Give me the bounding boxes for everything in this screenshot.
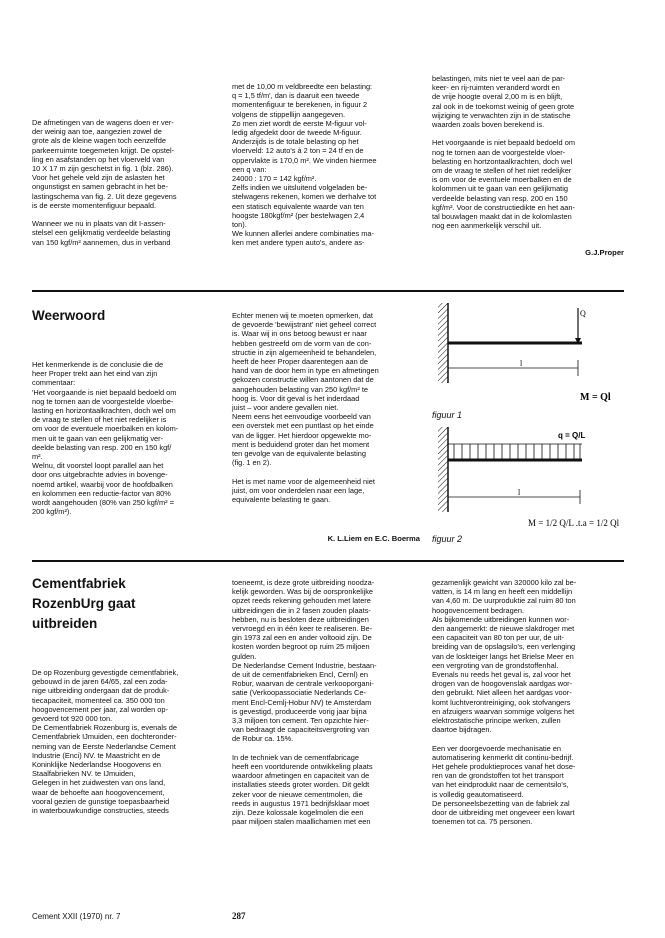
fig2-wall bbox=[438, 427, 448, 512]
section1-signature: G.J.Proper bbox=[585, 248, 624, 257]
figure2-diagram bbox=[430, 422, 630, 537]
figure2-caption: figuur 2 bbox=[432, 534, 463, 544]
divider-1 bbox=[32, 290, 624, 292]
section1-column2: met de 10,00 m veldbreedte een belasting: q = 1,5 tf/m', dan is daaruit een tweede momentenfiguur te berekenen, in figuur 2 volgens de stippellijn aangegeven. Zo men ziet wordt de eerste M-figuur vol- ledig afgedekt door de tweede M-figuur. Anderzijds is de totale belasting op het vloerveld: 12 auto's à 2 ton = 24 tf en de oppervlakte is 170,0 m². We vinden hiermee een q van: 24000 : 170 = 142 kgf/m². Zelfs indien we uitsluitend volgeladen be- stelwagens rekenen, komen we derhalve tot een statisch equivalente waarde van ten hoogste 180kgf/m² (per bestelwagen 2,4 ton). We kunnen allerlei andere combinaties ma- ken met andere typen auto's, andere as- bbox=[232, 82, 377, 248]
section1-column1: De afmetingen van de wagens doen er ver- der weinig aan toe, aangezien zowel de grote als de kleine wagen toch eenzelfde parkeerruimte toegemeten krijgt. De opstel- ling en asafstanden op het vloerveld van 10 X 17 m zijn geschetst in fig. 1 (blz. 286). Voor het gehele veld zijn de aslasten het ongunstigst en samen gebracht in het be- lastingschema van fig. 2. Uit deze gegevens is de eerste momentenfiguur bepaald. Wanneer we nu in plaats van dit I-assen- stelsel een gelijkmatig verdeelde belasting van 150 kgf/m² aannemen, dus in verband bbox=[32, 118, 177, 247]
section2-column2: Echter menen wij te moeten opmerken, dat de gevoerde 'bewijstrant' niet geheel correct is. Waar wij in ons betoog bewust er naar hebben gestreefd om de vorm van de con- structie in zijn algemeenheid te behandelen, heeft de heer Proper daarentegen aan de hand van de door hem in type en afmetingen gekozen constructie willen aantonen dat de aangehouden belasting van 250 kgf/m² te hoog is. Voor dit geval is het inderdaad juist – voor andere gevallen niet. Neem eens het eenvoudige voorbeeld van een overstek met een puntlast op het einde van de ligger. Het hierdoor opgewekte mo- ment is beduidend groter dan het moment ten gevolge van de equivalente belasting (fig. 1 en 2). Het is met name voor de algemeenheid niet juist, om voor onderdelen naar een lage, equivalente belasting te gaan. bbox=[232, 311, 379, 505]
fig2-span-label: l bbox=[518, 488, 521, 497]
fig1-load-label: Q bbox=[580, 309, 586, 318]
divider-2 bbox=[32, 560, 624, 562]
section3-column2: toeneemt, is deze grote uitbreiding noodza- kelijk geworden. Was bij de oorspronkelijke opzet reeds rekening gehouden met latere uitbreidingen die in 2 fasen zouden plaats- hebben, nu is besloten deze uitbreidingen vervroegd en in één keer te realiseren. Be- gin 1973 zal een en ander voltooid zijn. De kosten worden begroot op ruim 25 miljoen gulden. De Nederlandse Cement Industrie, bestaan- de uit de cementfabrieken Encl, Cernl) en Robur, waarvan de centrale verkooporgani- satie (Verkoopassociatie Nederlands Ce- ment Encl-Cemlj-Hobur NV) te Amsterdam is gevestigd, produceerde vorig jaar bijna 3,3 miljoen ton cement. Ten opzichte hier- van bedraagt de capaciteitsvergroting van de Robur ca. 15%. In de techniek van de cementfabricage heeft een voortdurende ontwikkeling plaats waardoor afmetingen en capaciteit van de installaties steeds groter worden. Dit geldt zeker voor de nieuwe cementmolen, die reeds in augustus 1971 bedrijfsklaar moet zijn. Deze kolossale kogelmolen die een paar miljoen stalen maallichamen met een bbox=[232, 578, 377, 827]
section2-heading: Weerwoord bbox=[32, 308, 106, 323]
fig2-moment-label: M = 1/2 Q/L .t.a = 1/2 Ql bbox=[528, 518, 620, 528]
section2-signature: K. L.Liem en E.C. Boerma bbox=[327, 534, 420, 543]
figure1-caption: figuur 1 bbox=[432, 410, 463, 420]
section2-column1: Het kenmerkende is de conclusie die de heer Proper trekt aan het eind van zijn commentaar: 'Het voorgaande is niet bepaald bedoeld om nog te tornen aan de voorgestelde vloerbe- lasting en horizontaalkrachten, doch wel om de vraag te stellen of het niet redelijker is om voor de eventuele moerbalken en kolom- men uit te gaan van een gelijkmatig ver- deelde belasting van resp. 200 en 150 kgf/ m². Welnu, dit voorstel loopt parallel aan het door ons uitgebrachte advies in bovenge- noemd artikel, waarbij voor de hoofdbalken en kolommen een reductie-factor van 80% wordt aangehouden (80% van 250 kgf/m² = 200 kgf/m²). bbox=[32, 360, 179, 517]
fig1-moment-label: M = Ql bbox=[580, 392, 611, 403]
section3-column3: gezamenlijk gewicht van 320000 kilo zal be- vatten, is 14 m lang en heeft een middellijn van 4,60 m. De uurproduktie zal ruim 80 ton hoogovencement bedragen. Als bijkomende uitbreidingen kunnen wor- den aangemerkt: de nieuwe slakdroger met een capaciteit van 80 ton per uur, de uit- breiding van de opslagsilo's, een verlenging van de loskteiger langs het Brielse Meer en een vergroting van de grondstoffenhal. Evenals nu reeds het geval is, zal voor het drogen van de hoogovenslak aardgas wor- den gebruikt. Niet alleen het aardgas voor- komt luchtverontreiniging, ook stofvangers en afzuigers waarvan sommige volgens het elektrostatische principe werken, zullen daartoe bijdragen. Een ver doorgevoerde mechanisatie en automatisering kenmerkt dit continu-bedrijf. Het gehele produktieproces vanaf het dose- ren van de grondstoffen tot het transport van het eindprodukt naar de cementsilo's, is volledig geautomatiseerd. De personeelsbezetting van de fabriek zal door de uitbreiding met ongeveer een kwart toenemen tot ca. 75 personen. bbox=[432, 578, 577, 827]
section1-column3: belastingen, mits niet te veel aan de par- keer- en rij-ruimten veranderd wordt en de vrije hoogte overal 2,00 m is en blijft, zal ook in de toekomst weinig of geen grote wijziging te verwachten zijn in de statische waarden zoals boven berekend is. Het voorgaande is niet bepaald bedoeld om nog te tornen aan de voorgestelde vloer- belasting en hortzontaalkrachten, doch wel om de vraag te stellen of het niet redelijker is om voor de eventuele moerbalken en de kolommen uit te gaan van een gelijkmatig verdeelde belasting van resp. 200 en 150 kgf/m². Voor de constructiedikte en het aan- tal bouwlagen maakt dat in de kolomlasten nog een aanmerkelijk verschil uit. bbox=[432, 74, 575, 231]
section3-column1: De op Rozenburg gevestigde cementfabriek, gebouwd in de jaren 64/65, zal een zoda- nige uitbreiding ondergaan dat de produk- tiecapaciteit, momenteel ca. 350 000 ton hoogovencement per jaar, zal worden op- gevoerd tot 920 000 ton. De Cementfabriek Rozenburg is, evenals de Cementfabriek IJmuiden, een dochteronder- neming van de Eerste Nederlandse Cement Industrie (Enci) NV. te Maastricht en de Koninklijke Nederlandse Hoogovens en Staalfabrieken NV. te IJmuiden, Gelegen in het zuidwesten van ons land, waar de behoefte aan hoogovencement, vooral gezien de gunstige toepasbaarheid in waterbouwkundige constructies, steeds bbox=[32, 668, 179, 816]
fig1-wall bbox=[438, 303, 448, 383]
figure1-diagram bbox=[430, 298, 630, 408]
fig1-span-label: l bbox=[520, 359, 523, 368]
section3-heading: Cementfabriek RozenbUrg gaat uitbreiden bbox=[32, 576, 136, 631]
footer-journal: Cement XXII (1970) nr. 7 bbox=[32, 912, 121, 921]
fig2-load-label: q = Q/L bbox=[558, 431, 586, 440]
page-number: 287 bbox=[232, 911, 246, 921]
fig2-distributed-load bbox=[454, 444, 580, 459]
